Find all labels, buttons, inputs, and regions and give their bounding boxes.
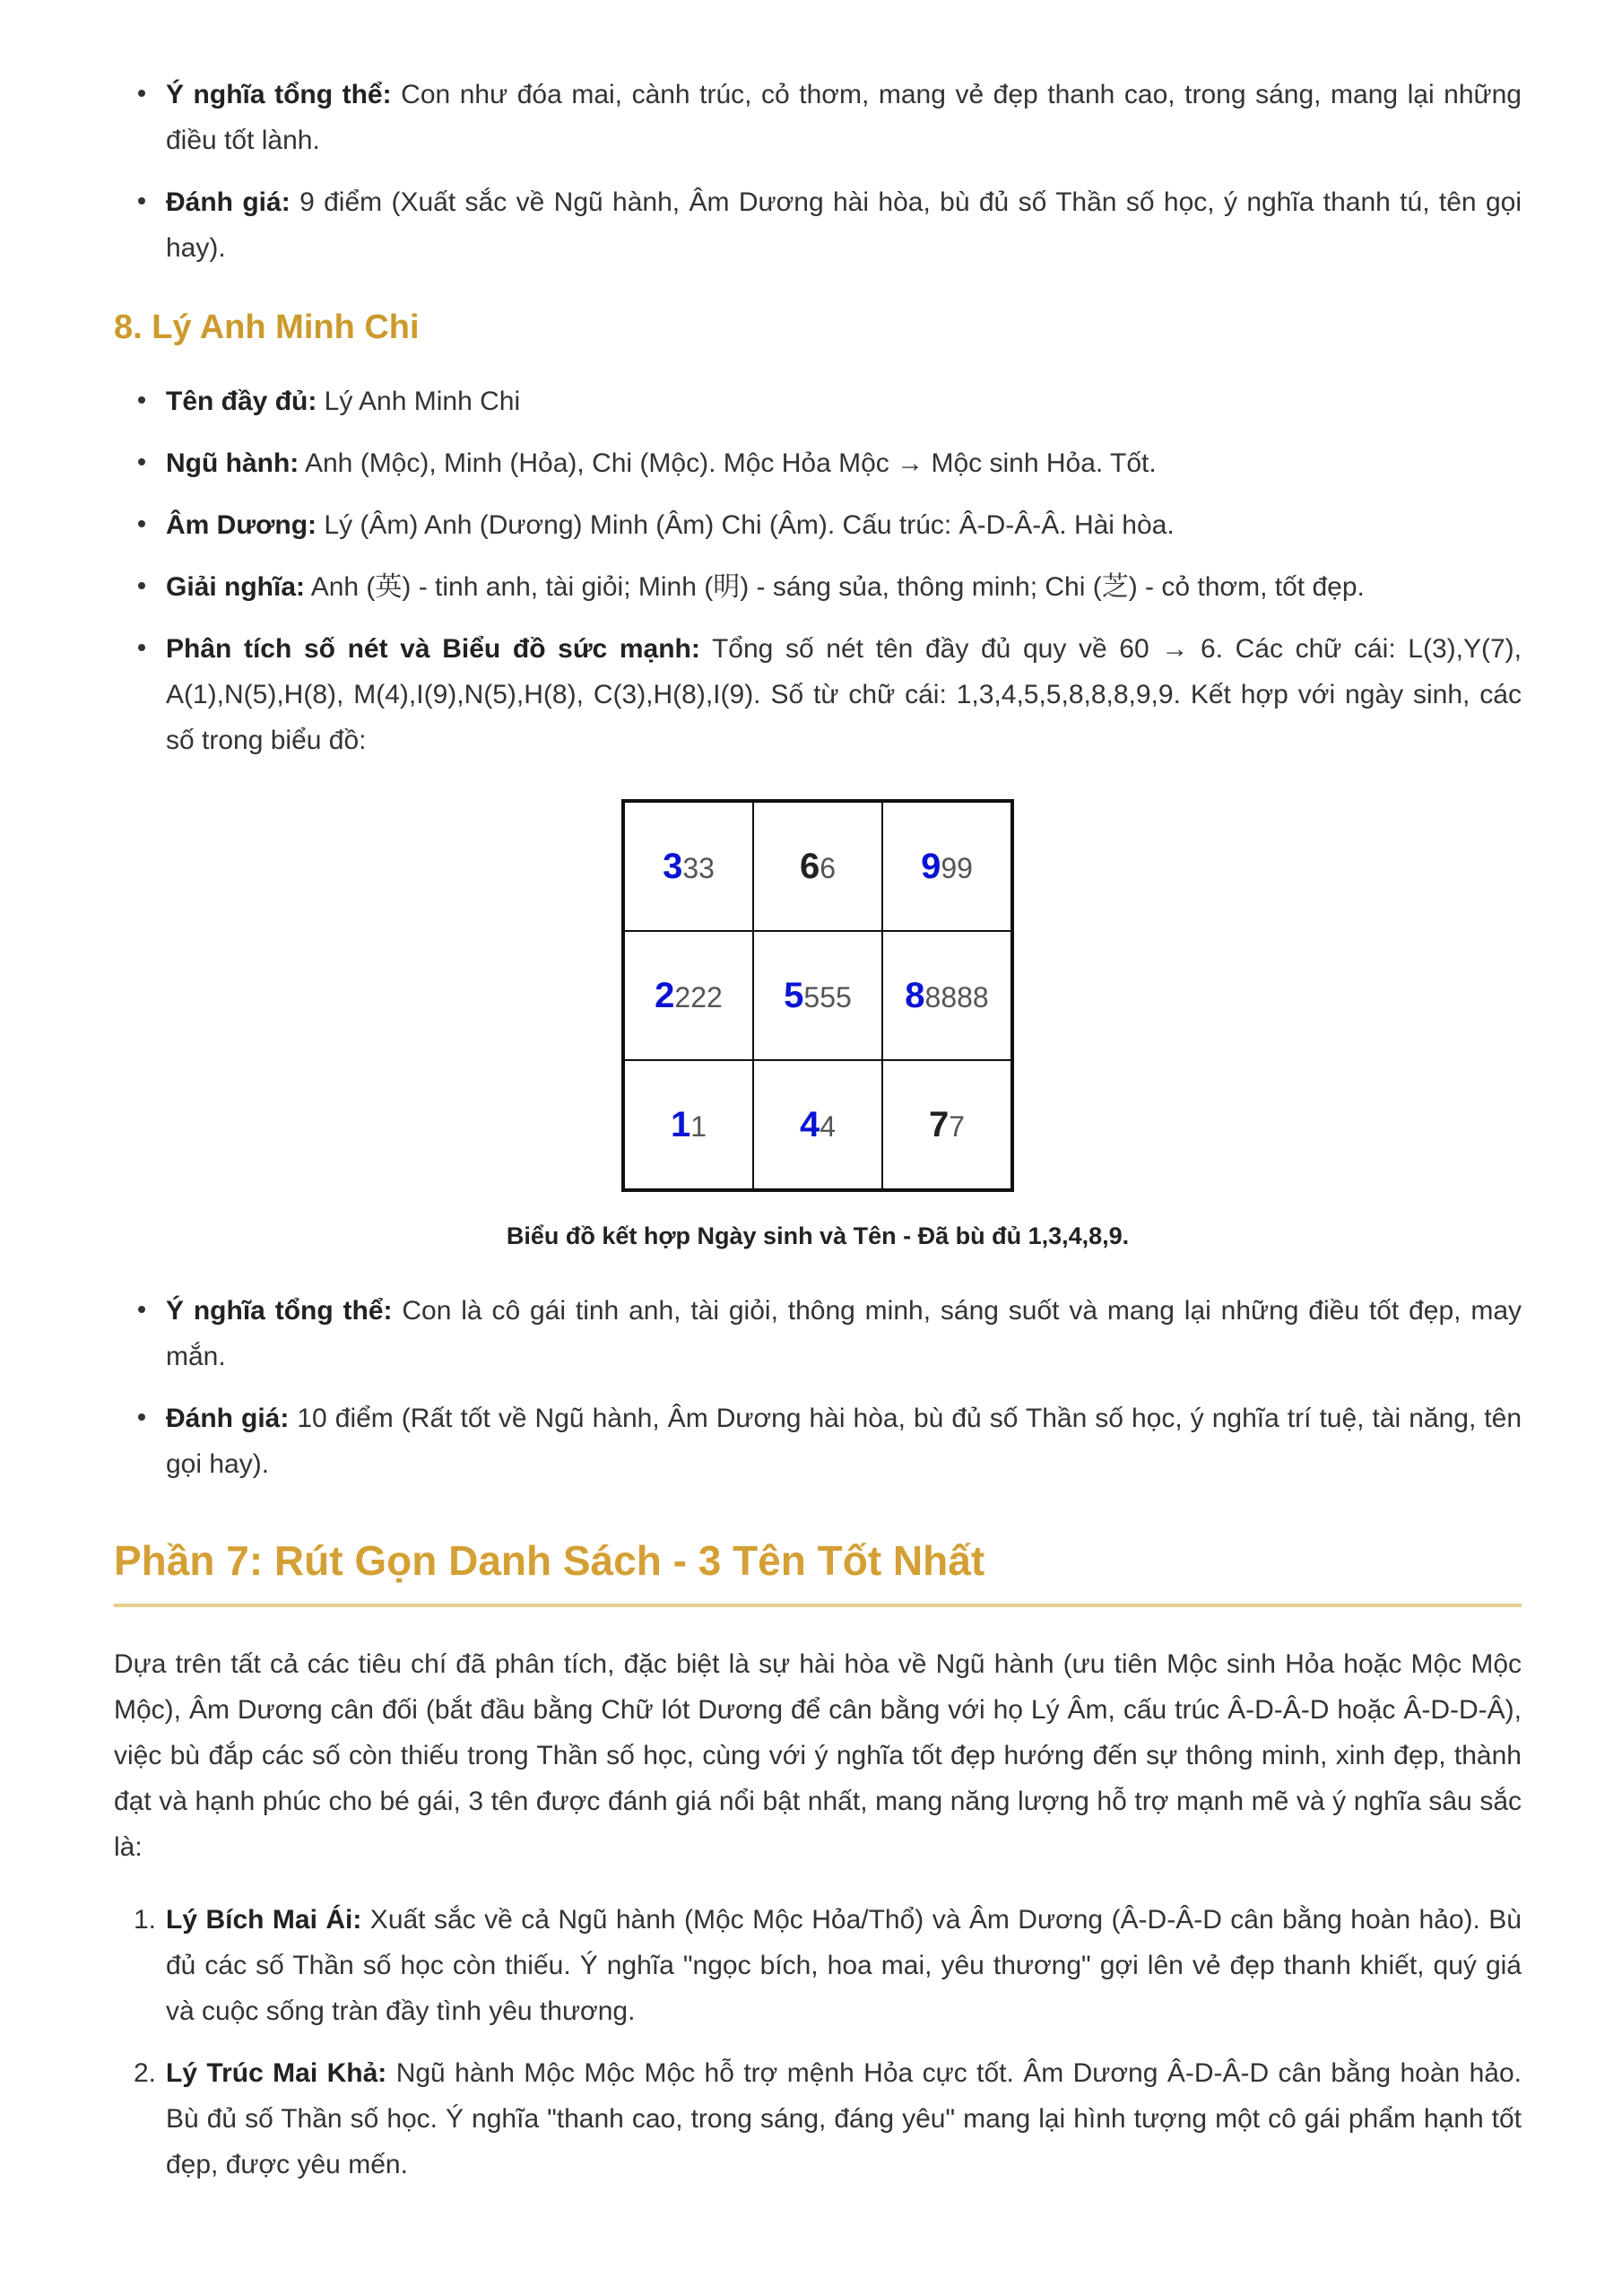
- document-content: [114, 72, 1522, 2204]
- item-label: Lý Trúc Mai Khả:: [166, 2058, 387, 2088]
- list-item: [114, 502, 1522, 548]
- grid-cell-count: 7: [949, 1109, 966, 1143]
- list-item: [114, 1897, 1522, 2034]
- list-item: [114, 626, 1522, 763]
- item-label: Âm Dương:: [166, 510, 317, 540]
- grid-cell: [753, 931, 882, 1060]
- grid-row: [623, 931, 1012, 1060]
- numerology-grid-wrapper: [114, 799, 1522, 1192]
- item-label: Ý nghĩa tổng thể:: [166, 1296, 393, 1326]
- list-item: [114, 179, 1522, 271]
- item-label: Tên đầy đủ:: [166, 387, 317, 416]
- grid-cell-count: 555: [803, 980, 852, 1013]
- item-label: Ngũ hành:: [166, 448, 299, 478]
- grid-row: [623, 1060, 1012, 1190]
- grid-cell: [882, 1060, 1012, 1190]
- list-item: [114, 440, 1522, 486]
- grid-cell: [753, 1060, 882, 1190]
- grid-cell: [882, 801, 1012, 931]
- item-text: 9 điểm (Xuất sắc về Ngũ hành, Âm Dương hài hòa, bù đủ số Thần số học, ý nghĩa thanh tú, tên gọi hay).: [166, 187, 1522, 263]
- item-text: Lý Anh Minh Chi: [317, 387, 521, 416]
- grid-cell-count: 33: [682, 851, 715, 884]
- part-heading: Phần 7: Rút Gọn Danh Sách - 3 Tên Tốt Nhất: [114, 1534, 1522, 1607]
- item-label: Đánh giá:: [166, 1404, 290, 1433]
- section8-summary-list: [114, 1288, 1522, 1487]
- item-text: Anh (英) - tinh anh, tài giỏi; Minh (明) - sáng sủa, thông minh; Chi (芝) - cỏ thơm, tốt đẹp.: [305, 572, 1365, 602]
- grid-cell-main-number: 5: [784, 975, 804, 1015]
- grid-cell: [753, 801, 882, 931]
- list-item: [114, 378, 1522, 424]
- grid-cell: [623, 1060, 753, 1190]
- list-number: 2.: [134, 2058, 157, 2088]
- item-text: 10 điểm (Rất tốt về Ngũ hành, Âm Dương hài hòa, bù đủ số Thần số học, ý nghĩa trí tuệ, tài năng, tên gọi hay).: [166, 1404, 1522, 1479]
- top-names-list: [114, 1897, 1522, 2187]
- item-label: Đánh giá:: [166, 187, 291, 217]
- grid-cell-main-number: 6: [799, 846, 820, 886]
- section-heading: 8. Lý Anh Minh Chi: [114, 309, 420, 346]
- item-label: Ý nghĩa tổng thể:: [166, 80, 392, 109]
- top-bullet-list: [114, 72, 1522, 271]
- grid-caption: Biểu đồ kết hợp Ngày sinh và Tên - Đã bù đủ 1,3,4,8,9.: [506, 1222, 1130, 1249]
- list-item: [114, 2050, 1522, 2187]
- item-text: Ngũ hành Mộc Mộc Mộc hỗ trợ mệnh Hỏa cực tốt. Âm Dương Â-D-Â-D cân bằng hoàn hảo. Bù đủ số Thần số học. Ý nghĩa "thanh cao, trong sáng, đáng yêu" mang lại hình tượng một cô gái phẩm hạnh tốt đẹp, được yêu mến.: [166, 2058, 1522, 2179]
- grid-row: [623, 801, 1012, 931]
- item-label: Lý Bích Mai Ái:: [166, 1905, 362, 1935]
- grid-cell-main-number: 1: [670, 1104, 691, 1144]
- item-text: Con như đóa mai, cành trúc, cỏ thơm, mang vẻ đẹp thanh cao, trong sáng, mang lại những điều tốt lành.: [166, 80, 1522, 155]
- list-number: 1.: [134, 1905, 157, 1935]
- numerology-grid: [621, 799, 1014, 1192]
- grid-cell-main-number: 8: [905, 975, 925, 1015]
- grid-cell-count: 222: [674, 980, 723, 1013]
- grid-cell-main-number: 3: [663, 846, 683, 886]
- item-label: Giải nghĩa:: [166, 572, 306, 602]
- grid-cell-count: 8888: [924, 980, 989, 1013]
- grid-cell: [623, 931, 753, 1060]
- section8-bullet-list: [114, 378, 1522, 763]
- grid-cell-count: 1: [690, 1109, 707, 1143]
- item-text: Tổng số nét tên đầy đủ quy về 60 → 6. Các chữ cái: L(3),Y(7), A(1),N(5),H(8), M(4),I(9),N(5),H(8), C(3),H(8),I(9). Số từ chữ cái: 1,3,4,5,5,8,8,8,9,9. Kết hợp với ngày sinh, các số trong biểu đồ:: [166, 634, 1522, 755]
- grid-cell-count: 99: [941, 851, 973, 884]
- list-item: [114, 1288, 1522, 1379]
- item-text: Con là cô gái tinh anh, tài giỏi, thông minh, sáng suốt và mang lại những điều tốt đẹp, may mắn.: [166, 1296, 1522, 1371]
- grid-cell-count: 6: [820, 851, 837, 884]
- list-item: [114, 564, 1522, 610]
- item-label: Phân tích số nét và Biểu đồ sức mạnh:: [166, 634, 700, 664]
- intro-paragraph: Dựa trên tất cả các tiêu chí đã phân tích, đặc biệt là sự hài hòa về Ngũ hành (ưu tiên Mộc sinh Hỏa hoặc Mộc Mộc Mộc), Âm Dương cân đối (bắt đầu bằng Chữ lót Dương để cân bằng với họ Lý Âm, cấu trúc Â-D-Â-D hoặc Â-D-D-Â), việc bù đắp các số còn thiếu trong Thần số học, cùng với ý nghĩa tốt đẹp hướng đến sự thông minh, xinh đẹp, thành đạt và hạnh phúc cho bé gái, 3 tên được đánh giá nổi bật nhất, mang năng lượng hỗ trợ mạnh mẽ và ý nghĩa sâu sắc là:: [114, 1649, 1522, 1862]
- grid-cell: [623, 801, 753, 931]
- item-text: Xuất sắc về cả Ngũ hành (Mộc Mộc Hỏa/Thổ) và Âm Dương (Â-D-Â-D cân bằng hoàn hảo). Bù đủ các số Thần số học còn thiếu. Ý nghĩa "ngọc bích, hoa mai, yêu thương" gợi lên vẻ đẹp thanh khiết, quý giá và cuộc sống tràn đầy tình yêu thương.: [166, 1905, 1522, 2026]
- grid-cell: [882, 931, 1012, 1060]
- grid-cell-main-number: 7: [928, 1104, 950, 1144]
- item-text: Anh (Mộc), Minh (Hỏa), Chi (Mộc). Mộc Hỏa Mộc → Mộc sinh Hỏa. Tốt.: [299, 448, 1157, 478]
- list-item: [114, 1396, 1522, 1487]
- grid-cell-count: 4: [820, 1109, 837, 1143]
- list-item: [114, 72, 1522, 163]
- grid-cell-main-number: 2: [655, 975, 675, 1015]
- grid-cell-main-number: 4: [799, 1104, 820, 1144]
- item-text: Lý (Âm) Anh (Dương) Minh (Âm) Chi (Âm). Cấu trúc: Â-D-Â-Â. Hài hòa.: [317, 510, 1175, 540]
- grid-cell-main-number: 9: [921, 846, 941, 886]
